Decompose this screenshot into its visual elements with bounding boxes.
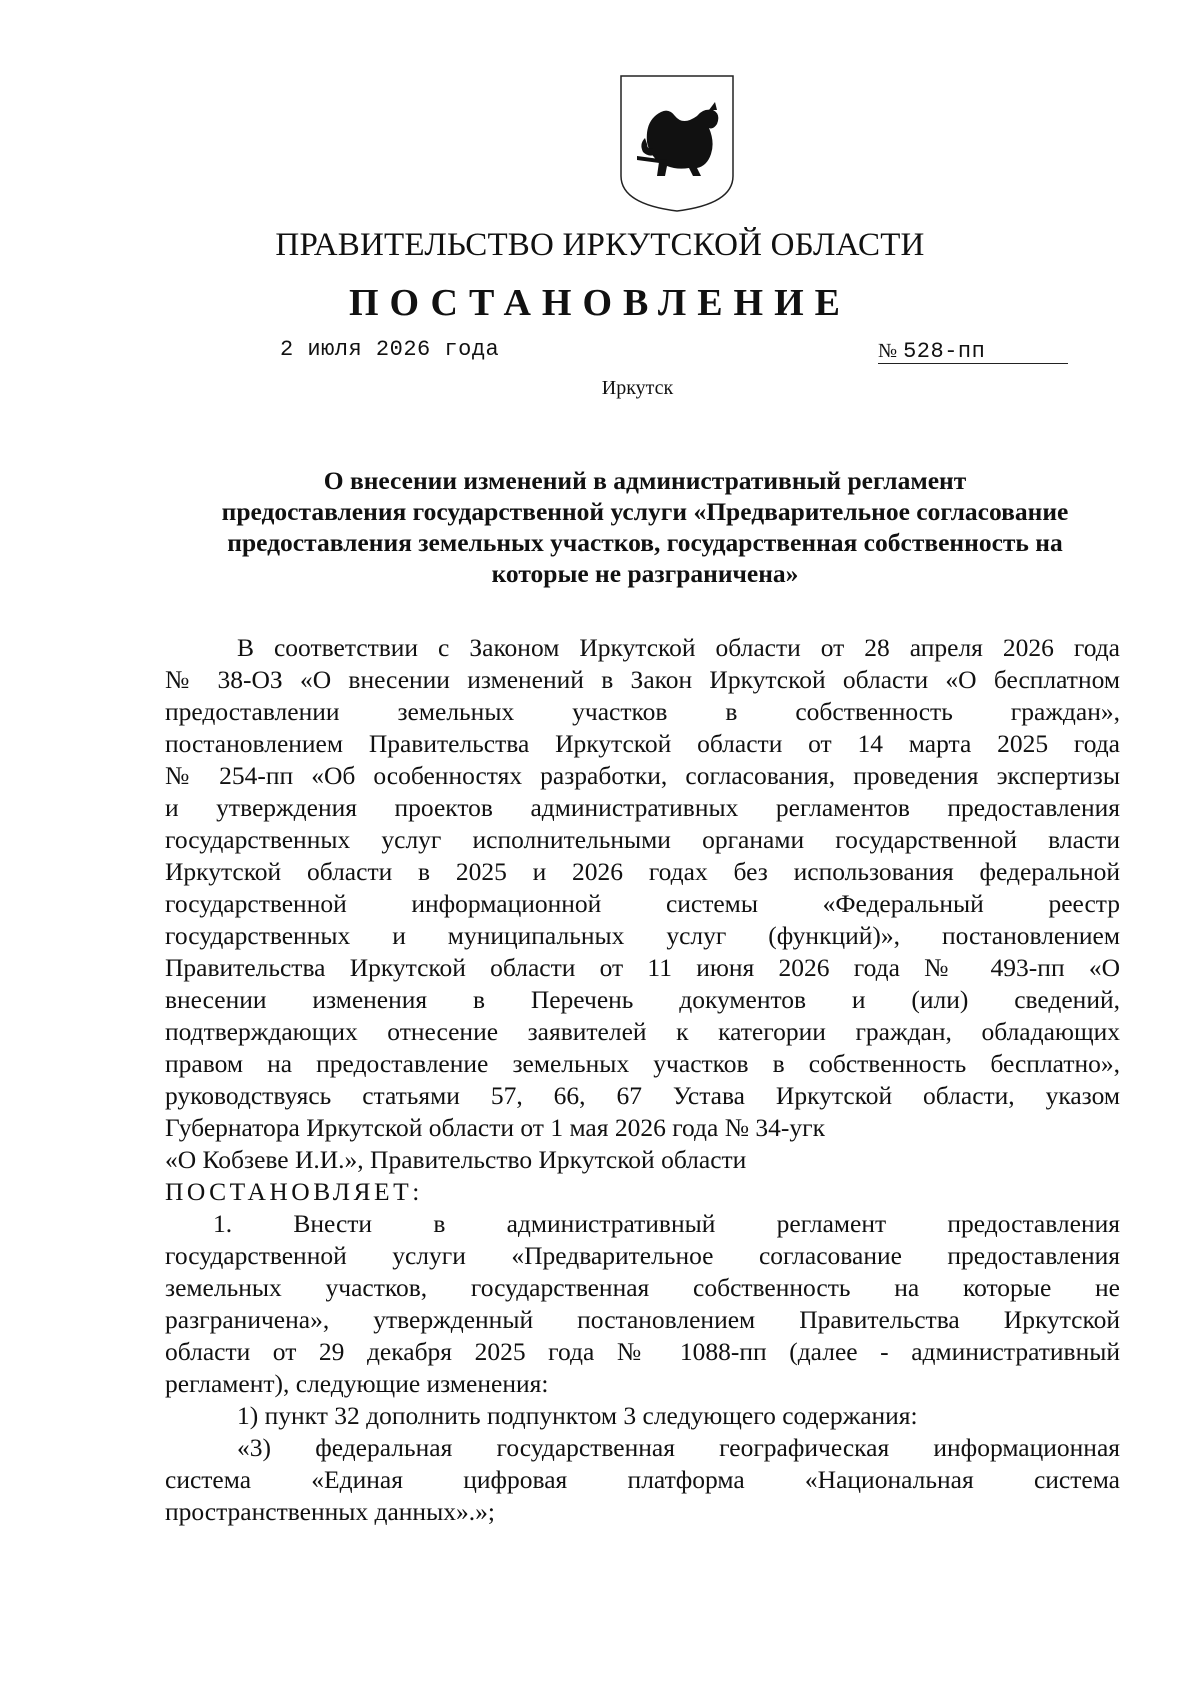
- item-1-line: разграничена», утвержденный постановлением Правительства Иркутской: [165, 1305, 1120, 1334]
- quote-line: система «Единая цифровая платформа «Национальная система: [165, 1465, 1120, 1494]
- document-date: 2 июля 2026 года: [280, 337, 500, 362]
- quote-line: пространственных данных».»;: [165, 1497, 495, 1526]
- preamble-line: руководствуясь статьями 57, 66, 67 Устава Иркутской области, указом: [165, 1081, 1120, 1110]
- preamble-line: Губернатора Иркутской области от 1 мая 2026 года № 34-угк: [165, 1113, 826, 1142]
- number-sign: №: [878, 340, 898, 362]
- item-1-line: 1. Внести в административный регламент предоставления: [213, 1209, 1120, 1238]
- subject-line: предоставления государственной услуги «Предварительное согласование: [221, 497, 1069, 526]
- city-name: Иркутск: [601, 377, 674, 399]
- preamble-line: и утверждения проектов административных регламентов предоставления: [165, 793, 1120, 822]
- subitem-1: 1) пункт 32 дополнить подпунктом 3 следующего содержания:: [237, 1401, 918, 1430]
- coat-of-arms-emblem: [617, 72, 737, 214]
- preamble-line: внесении изменения в Перечень документов и (или) сведений,: [165, 985, 1120, 1014]
- item-1-line: государственной услуги «Предварительное согласование предоставления: [165, 1241, 1120, 1270]
- subject-line: О внесении изменений в административный регламент: [323, 466, 967, 495]
- document-subject: [160, 465, 1130, 589]
- number-value: 528-пп: [903, 339, 986, 364]
- preamble-line: подтверждающих отнесение заявителей к категории граждан, обладающих: [165, 1017, 1120, 1046]
- government-name: ПРАВИТЕЛЬСТВО ИРКУТСКОЙ ОБЛАСТИ: [275, 227, 925, 263]
- subject-line: предоставления земельных участков, государственная собственность на: [227, 528, 1063, 557]
- preamble-line: государственных услуг исполнительными органами государственной власти: [165, 825, 1120, 854]
- preamble-line: государственных и муниципальных услуг (функций)», постановлением: [165, 921, 1120, 950]
- preamble-line: № 254-пп «Об особенностях разработки, согласования, проведения экспертизы: [165, 761, 1120, 790]
- document-number: [878, 337, 1068, 364]
- quote-line: «3) федеральная государственная географическая информационная: [237, 1433, 1120, 1462]
- item-1-line: земельных участков, государственная собственность на которые не: [165, 1273, 1120, 1302]
- preamble-line: Иркутской области в 2025 и 2026 годах без использования федеральной: [165, 857, 1120, 886]
- decree-word: ПОСТАНОВЛЯЕТ:: [165, 1177, 423, 1206]
- preamble-line: В соответствии с Законом Иркутской области от 28 апреля 2026 года: [237, 633, 1120, 662]
- preamble-line: «О Кобзеве И.И.», Правительство Иркутской области: [165, 1145, 747, 1174]
- item-1-line: регламент), следующие изменения:: [165, 1369, 549, 1398]
- item-1-line: области от 29 декабря 2025 года № 1088-пп (далее - административный: [165, 1337, 1120, 1366]
- subject-line: которые не разграничена»: [491, 559, 799, 588]
- preamble-line: государственной информационной системы «Федеральный реестр: [165, 889, 1120, 918]
- document-body: [165, 632, 1120, 1528]
- preamble-line: предоставлении земельных участков в собственность граждан»,: [165, 697, 1120, 726]
- document-type: ПОСТАНОВЛЕНИЕ: [348, 282, 852, 324]
- preamble-line: Правительства Иркутской области от 11 июня 2026 года № 493-пп «О: [165, 953, 1120, 982]
- preamble-line: постановлением Правительства Иркутской области от 14 марта 2025 года: [165, 729, 1120, 758]
- preamble-line: № 38-ОЗ «О внесении изменений в Закон Иркутской области «О бесплатном: [165, 665, 1120, 694]
- preamble-line: правом на предоставление земельных участков в собственность бесплатно»,: [165, 1049, 1120, 1078]
